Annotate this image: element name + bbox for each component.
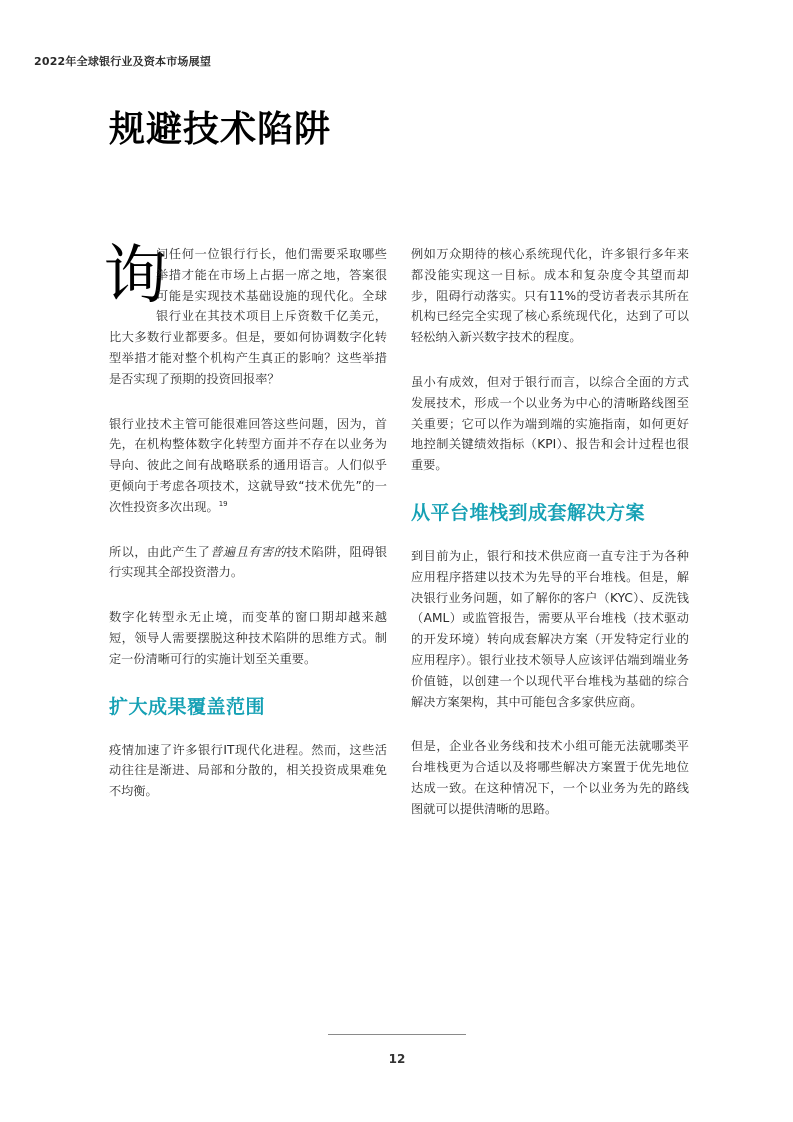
footer-divider <box>328 1034 466 1035</box>
section-heading-platform-to-solutions: 从平台堆栈到成套解决方案 <box>411 501 646 524</box>
intro-text: 问任何一位银行行长，他们需要采取哪些举措才能在市场上占据一席之地，答案很可能是实现技术基础设施的现代化。全球银行业在其技术项目上斥资数千亿美元，比大多数行业都要多。但是，要如何协调数字化转型举措才能对整个机构产生真正的影响？这些举措是否实现了预期的投资回报率？ <box>109 247 387 386</box>
right-column <box>411 244 689 844</box>
paragraph-roadmap: 虽小有成效，但对于银行而言，以综合全面的方式发展技术，形成一个以业务为中心的清晰路线图至关重要；它可以作为端到端的实施指南，如何更好地控制关键绩效指标（KPI）、报告和会计过程也很重要。 <box>411 374 689 473</box>
paragraph-platform-stacks: 到目前为止，银行和技术供应商一直专注于为各种应用程序搭建以技术为先导的平台堆栈。但是，解决银行业务问题，如了解你的客户（KYC）、反洗钱（AML）或监管报告，需要从平台堆栈（技术驱动的开发环境）转向成套解决方案（开发特定行业的应用程序）。银行业技术领导人应该评估端到端业务价值链，以创建一个以现代平台堆栈为基础的综合解决方案架构，其中可能包含多家供应商。 <box>411 548 689 709</box>
paragraph-tech-trap-tail: 技术陷阱，阻碍银行实现其全部投资潜力。 <box>109 544 388 580</box>
left-column <box>103 239 388 826</box>
paragraph-tech-trap-lead: 所以，由此产生了 <box>109 544 211 559</box>
paragraph-pandemic: 疫情加速了许多银行IT现代化进程。然而，这些活动往往是渐进、局部和分散的，相关投资成果难免不均衡。 <box>109 742 387 799</box>
running-header: 2022年全球银行业及资本市场展望 <box>34 55 212 68</box>
paragraph-tech-trap <box>109 542 387 584</box>
paragraph-tech-leaders-text: 银行业技术主管可能很难回答这些问题，因为，首先，在机构整体数字化转型方面并不存在以业务为导向、彼此之间有战略联系的通用语言。人们似乎更倾向于考虑各项技术，这就导致“技术优先”的一次性投资多次出现。 <box>109 416 387 514</box>
paragraph-business-first: 但是，企业各业务线和技术小组可能无法就哪类平台堆栈更为合适以及将哪些解决方案置于优先地位达成一致。在这种情况下，一个以业务为先的路线图就可以提供清晰的思路。 <box>411 739 689 816</box>
footnote-ref[interactable]: 19 <box>218 499 228 508</box>
paragraph-tech-leaders <box>109 414 387 518</box>
intro-paragraph <box>103 239 387 390</box>
page-title: 规避技术陷阱 <box>109 109 332 150</box>
paragraph-digital-transformation: 数字化转型永无止境，而变革的窗口期却越来越短，领导人需要摆脱这种技术陷阱的思维方式。制定一份清晰可行的实施计划至关重要。 <box>109 610 387 666</box>
page-number: 12 <box>388 1052 406 1066</box>
paragraph-tech-trap-emphasis: 普遍且有害的 <box>210 544 287 559</box>
drop-cap: 询 <box>103 239 167 313</box>
section-heading-expand-results: 扩大成果覆盖范围 <box>109 695 266 718</box>
paragraph-core-systems: 例如万众期待的核心系统现代化，许多银行多年来都没能实现这一目标。成本和复杂度令其望而却步，阻碍行动落实。只有11%的受访者表示其所在机构已经完全实现了核心系统现代化，达到了可以轻松纳入新兴数字技术的程度。 <box>411 247 689 345</box>
